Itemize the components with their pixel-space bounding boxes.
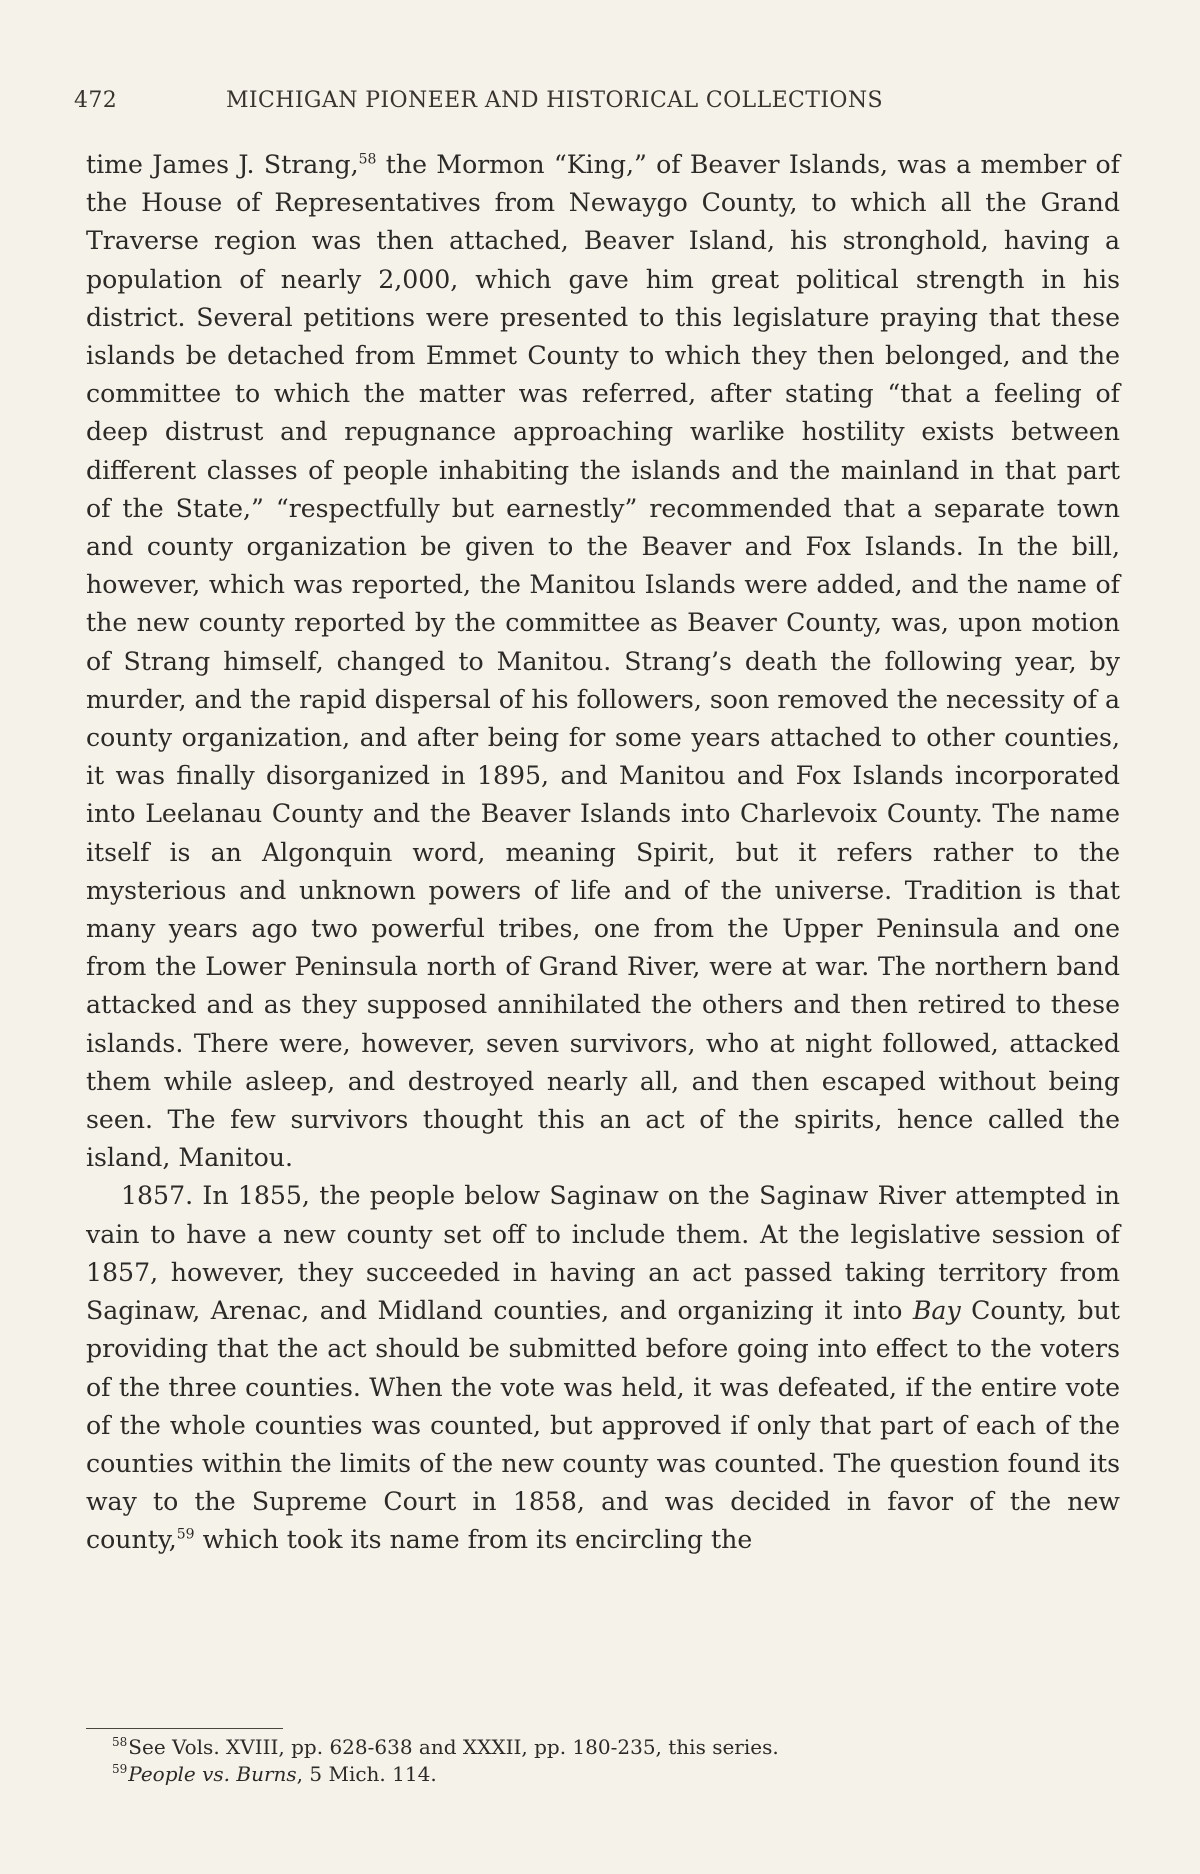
footnote-ref-58[interactable]: 58: [358, 151, 377, 168]
footnote-ref-59[interactable]: 59: [176, 1526, 195, 1543]
footnote-58-text: See Vols. XVIII, pp. 628-638 and XXXII, pp. 180-235, this series.: [128, 1735, 779, 1759]
footnote-58: [112, 1734, 1072, 1761]
body-text: [86, 146, 1120, 1560]
paragraph-manitou-county: [86, 146, 1120, 1177]
footnotes: [112, 1734, 1072, 1788]
page-number: 472: [74, 88, 118, 113]
footnote-59-case-name: People vs. Burns: [128, 1762, 297, 1786]
paragraph-1-text-rest: the Mormon “King,” of Beaver Islands, was a member of the House of Representatives from Newaygo County, to which all the Grand Traverse region was then attached, Beaver Island, his stronghold, having a population of nearly 2,000, which gave him great political strength in his district. Several petitions were presented to this legislature praying that these islands be detached from Emmet County to which they then belonged, and the committee to which the matter was referred, after stating “that a feeling of deep distrust and repugnance approaching warlike hostility exists between different classes of people inhabiting the islands and the mainland in that part of the State,” “respectfully but earnestly” recommended that a separate town and county organization be given to the Beaver and Fox Islands. In the bill, however, which was reported, the Manitou Islands were added, and the name of the new county reported by the committee as Beaver County, was, upon motion of Strang himself, changed to Manitou. Strang’s death the following year, by murder, and the rapid dispersal of his followers, soon removed the necessity of a county organization, and after being for some years attached to other counties, it was finally disorganized in 1895, and Manitou and Fox Islands incorporated into Leelanau County and the Beaver Islands into Charlevoix County. The name itself is an Algonquin word, meaning Spirit, but it refers rather to the mysterious and unknown powers of life and of the universe. Tradition is that many years ago two powerful tribes, one from the Upper Peninsula and one from the Lower Peninsula north of Grand River, were at war. The northern band attacked and as they supposed annihilated the others and then retired to these islands. There were, however, seven survivors, who at night followed, attacked them while asleep, and destroyed nearly all, and then escaped without being seen. The few survivors thought this an act of the spirits, hence called the island, Manitou.: [86, 150, 1120, 1173]
paragraph-bay-county: [86, 1177, 1120, 1559]
running-title: MICHIGAN PIONEER AND HISTORICAL COLLECTIONS: [226, 88, 883, 113]
footnote-58-mark: 58: [112, 1735, 128, 1750]
footnote-divider: [86, 1728, 283, 1729]
footnote-59: [112, 1761, 1072, 1788]
paragraph-2-text-start: 1857. In 1855, the people below Saginaw on the Saginaw River attempted in vain to have a new county set off to include them. At the legislative session of 1857, however, they succeeded in having an act passed taking territory from Saginaw, Arenac, and Midland counties, and organizing it into: [86, 1181, 1120, 1326]
italic-bay: Bay: [912, 1296, 961, 1326]
footnote-59-text: , 5 Mich. 114.: [296, 1762, 437, 1786]
paragraph-2-text-end: which took its name from its encircling the: [194, 1525, 753, 1555]
paragraph-2-text-middle: County, but providing that the act should be submitted before going into effect to the voters of the three counties. When the vote was held, it was defeated, if the entire vote of the whole counties was counted, but approved if only that part of each of the counties within the limits of the new county was counted. The question found its way to the Supreme Court in 1858, and was decided in favor of the new county,: [86, 1296, 1120, 1555]
footnote-59-mark: 59: [112, 1762, 128, 1777]
paragraph-1-text-start: time James J. Strang,: [86, 150, 359, 179]
